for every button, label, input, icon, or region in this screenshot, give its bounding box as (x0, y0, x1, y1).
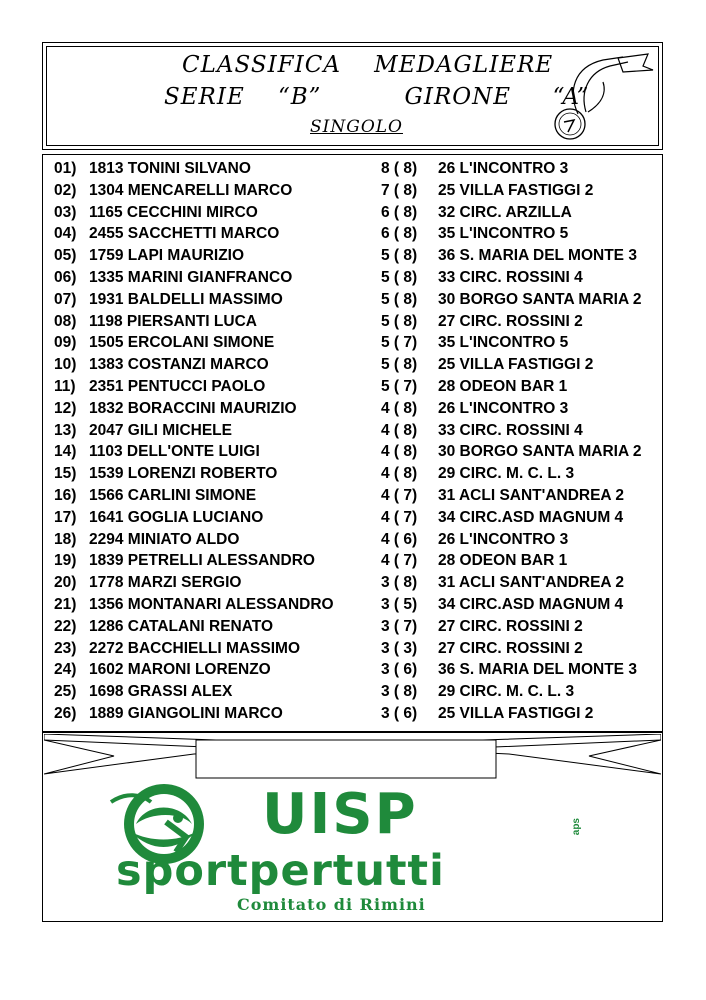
rank-cell: 09) (54, 334, 77, 352)
medals-cell: 4 ( 8) (381, 443, 418, 461)
team-cell: 25 VILLA FASTIGGI 2 (438, 704, 594, 722)
medals-cell: 4 ( 7) (381, 552, 418, 570)
player-cell: 1698 GRASSI ALEX (89, 683, 233, 701)
player-cell: 1198 PIERSANTI LUCA (89, 312, 257, 330)
player-cell: 1383 COSTANZI MARCO (89, 356, 269, 374)
rank-cell: 10) (54, 356, 77, 374)
medals-cell: 6 ( 8) (381, 225, 418, 243)
rank-cell: 04) (54, 225, 77, 243)
rank-cell: 17) (54, 508, 77, 526)
player-cell: 2047 GILI MICHELE (89, 421, 232, 439)
table-row (54, 509, 654, 531)
team-cell: 35 L'INCONTRO 5 (438, 225, 569, 243)
rank-cell: 23) (54, 639, 77, 657)
team-cell: 31 ACLI SANT'ANDREA 2 (438, 574, 624, 592)
team-cell: 35 L'INCONTRO 5 (438, 334, 569, 352)
team-cell: 34 CIRC.ASD MAGNUM 4 (438, 508, 624, 526)
player-cell: 1103 DELL'ONTE LUIGI (89, 443, 260, 461)
rank-cell: 01) (54, 160, 77, 177)
medals-cell: 5 ( 7) (381, 377, 418, 395)
player-cell: 1356 MONTANARI ALESSANDRO (89, 595, 334, 613)
logo-committee: Comitato di Rimini (237, 895, 426, 914)
table-row (54, 400, 654, 422)
medals-cell: 5 ( 8) (381, 268, 418, 286)
medals-cell: 3 ( 5) (381, 595, 418, 613)
team-cell: 27 CIRC. ROSSINI 2 (438, 639, 583, 657)
medals-cell: 4 ( 7) (381, 486, 418, 504)
rank-cell: 05) (54, 247, 77, 265)
team-cell: 26 L'INCONTRO 3 (438, 530, 569, 548)
team-cell: 34 CIRC.ASD MAGNUM 4 (438, 595, 624, 613)
table-row (54, 487, 654, 509)
table-row (54, 596, 654, 618)
player-cell: 1778 MARZI SERGIO (89, 574, 242, 592)
player-cell: 1505 ERCOLANI SIMONE (89, 334, 275, 352)
medals-cell: 5 ( 8) (381, 247, 418, 265)
table-row (54, 182, 654, 204)
table-row (54, 291, 654, 313)
player-cell: 1539 LORENZI ROBERTO (89, 465, 278, 483)
logo-aps: aps (571, 818, 582, 836)
team-cell: 30 BORGO SANTA MARIA 2 (438, 290, 642, 308)
rank-cell: 25) (54, 683, 77, 701)
logo-badge-text: UISP (160, 786, 177, 793)
player-cell: 1839 PETRELLI ALESSANDRO (89, 552, 315, 570)
team-cell: 26 L'INCONTRO 3 (438, 160, 569, 177)
table-row (54, 334, 654, 356)
player-cell: 1566 CARLINI SIMONE (89, 486, 257, 504)
table-row (54, 160, 654, 182)
rank-cell: 16) (54, 486, 77, 504)
medals-cell: 5 ( 8) (381, 312, 418, 330)
table-row (54, 313, 654, 335)
team-cell: 25 VILLA FASTIGGI 2 (438, 356, 594, 374)
team-cell: 29 CIRC. M. C. L. 3 (438, 465, 575, 483)
table-row (54, 269, 654, 291)
table-row (54, 640, 654, 662)
rank-cell: 11) (54, 377, 76, 395)
team-cell: 27 CIRC. ROSSINI 2 (438, 617, 583, 635)
ribbon-banner-icon (44, 734, 661, 784)
player-cell: 2272 BACCHIELLI MASSIMO (89, 639, 301, 657)
player-cell: 1304 MENCARELLI MARCO (89, 181, 293, 199)
rank-cell: 13) (54, 421, 77, 439)
table-row (54, 552, 654, 574)
table-row (54, 378, 654, 400)
team-cell: 30 BORGO SANTA MARIA 2 (438, 443, 642, 461)
rank-cell: 15) (54, 465, 77, 483)
medals-cell: 4 ( 8) (381, 399, 418, 417)
medals-cell: 4 ( 7) (381, 508, 418, 526)
header-category: SINGOLO (310, 117, 403, 137)
team-cell: 33 CIRC. ROSSINI 4 (438, 421, 583, 439)
team-cell: 33 CIRC. ROSSINI 4 (438, 268, 583, 286)
medals-cell: 5 ( 8) (381, 356, 418, 374)
table-row (54, 531, 654, 553)
rank-cell: 02) (54, 181, 77, 199)
player-cell: 1889 GIANGOLINI MARCO (89, 704, 283, 722)
player-cell: 1335 MARINI GIANFRANCO (89, 268, 293, 286)
team-cell: 36 S. MARIA DEL MONTE 3 (438, 247, 637, 265)
player-cell: 2351 PENTUCCI PAOLO (89, 377, 266, 395)
team-cell: 31 ACLI SANT'ANDREA 2 (438, 486, 624, 504)
medals-cell: 3 ( 3) (381, 639, 418, 657)
table-row (54, 443, 654, 465)
player-cell: 1286 CATALANI RENATO (89, 617, 274, 635)
team-cell: 27 CIRC. ROSSINI 2 (438, 312, 583, 330)
player-cell: 1641 GOGLIA LUCIANO (89, 508, 264, 526)
medals-cell: 5 ( 7) (381, 334, 418, 352)
rank-cell: 03) (54, 203, 77, 221)
medals-cell: 3 ( 8) (381, 683, 418, 701)
team-cell: 25 VILLA FASTIGGI 2 (438, 181, 594, 199)
header-subtitle: SERIE “B” GIRONE “A” (164, 84, 590, 110)
table-row (54, 247, 654, 269)
medals-cell: 8 ( 8) (381, 160, 418, 177)
header-title: CLASSIFICA MEDAGLIERE (182, 52, 554, 78)
team-cell: 28 ODEON BAR 1 (438, 552, 568, 570)
table-row (54, 225, 654, 247)
player-cell: 1931 BALDELLI MASSIMO (89, 290, 283, 308)
player-cell: 1165 CECCHINI MIRCO (89, 203, 258, 221)
rank-cell: 22) (54, 617, 77, 635)
player-cell: 1759 LAPI MAURIZIO (89, 247, 245, 265)
medals-cell: 4 ( 6) (381, 530, 418, 548)
team-cell: 29 CIRC. M. C. L. 3 (438, 683, 575, 701)
rank-cell: 20) (54, 574, 77, 592)
rank-cell: 26) (54, 704, 77, 722)
medals-cell: 3 ( 6) (381, 704, 418, 722)
rank-cell: 24) (54, 661, 77, 679)
table-row (54, 356, 654, 378)
table-row (54, 618, 654, 640)
medals-cell: 5 ( 8) (381, 290, 418, 308)
medals-cell: 4 ( 8) (381, 421, 418, 439)
table-row (54, 661, 654, 683)
table-row (54, 422, 654, 444)
team-cell: 36 S. MARIA DEL MONTE 3 (438, 661, 637, 679)
medal-icon (548, 52, 656, 142)
player-cell: 1602 MARONI LORENZO (89, 661, 271, 679)
rank-cell: 19) (54, 552, 77, 570)
player-cell: 1832 BORACCINI MAURIZIO (89, 399, 297, 417)
rank-cell: 14) (54, 443, 77, 461)
player-cell: 2455 SACCHETTI MARCO (89, 225, 280, 243)
rank-cell: 18) (54, 530, 77, 548)
logo-tagline: sportpertutti (116, 846, 445, 896)
player-cell: 2294 MINIATO ALDO (89, 530, 240, 548)
medals-cell: 3 ( 7) (381, 617, 418, 635)
ranking-table (54, 160, 654, 727)
table-row (54, 465, 654, 487)
rank-cell: 08) (54, 312, 77, 330)
medals-cell: 6 ( 8) (381, 203, 418, 221)
medals-cell: 3 ( 6) (381, 661, 418, 679)
rank-cell: 06) (54, 268, 77, 286)
player-cell: 1813 TONINI SILVANO (89, 160, 251, 177)
team-cell: 28 ODEON BAR 1 (438, 377, 568, 395)
table-row (54, 574, 654, 596)
table-row (54, 683, 654, 705)
rank-cell: 21) (54, 595, 77, 613)
medals-cell: 4 ( 8) (381, 465, 418, 483)
table-row (54, 204, 654, 226)
medals-cell: 3 ( 8) (381, 574, 418, 592)
logo-wordmark: UISP (262, 782, 418, 847)
team-cell: 26 L'INCONTRO 3 (438, 399, 569, 417)
team-cell: 32 CIRC. ARZILLA (438, 203, 572, 221)
table-row (54, 705, 654, 727)
rank-cell: 12) (54, 399, 77, 417)
rank-cell: 07) (54, 290, 77, 308)
medals-cell: 7 ( 8) (381, 181, 418, 199)
